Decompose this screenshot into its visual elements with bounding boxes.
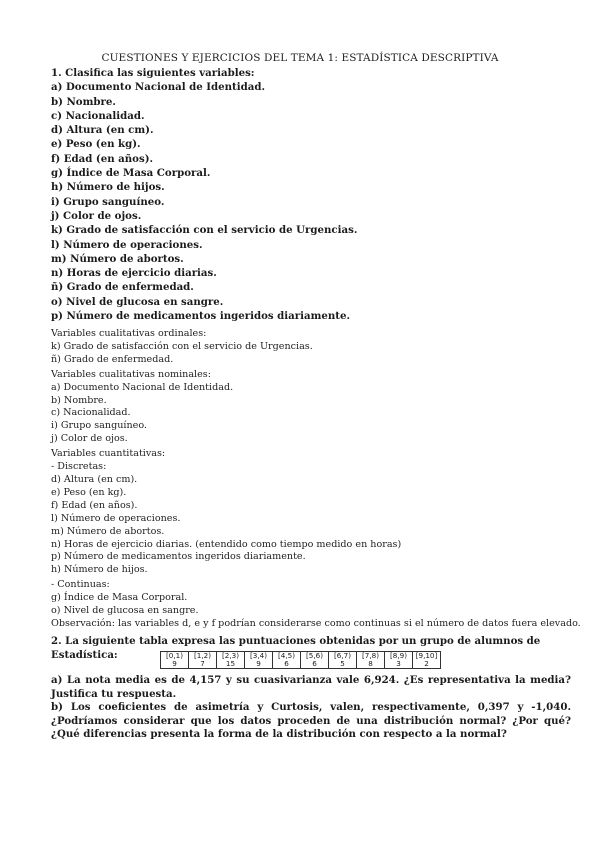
question-2-line-1: 2. La siguiente tabla expresa las puntuaciones obtenidas por un grupo de alumnos de [51,635,541,647]
table-cell: [3,4) [245,652,273,661]
nominal-heading: Variables cualitativas nominales: [51,368,211,380]
table-cell: [9,10] [413,652,441,661]
table-cell: 9 [245,660,273,669]
answer-item: e) Peso (en kg). [51,486,127,498]
table-cell: [2,3) [217,652,245,661]
table-cell: 9 [161,660,189,669]
variable-item: i) Grupo sanguíneo. [51,195,165,208]
answer-1 [51,328,581,631]
answer-item: h) Número de hijos. [51,564,148,576]
question-2-part-b: b) Los coeficientes de asimetría y Curtosis, valen, respectivamente, 0,397 y -1,040. ¿Podríamos considerar que los datos proceden de una distribución normal? ¿Por qué? ¿Qué diferencias presenta la forma de la distribución con respecto a la normal? [51,701,571,740]
variable-item: d) Altura (en cm). [51,124,154,137]
answer-item: o) Nivel de glucosa en sangre. [51,605,199,617]
answer-item: a) Documento Nacional de Identidad. [51,381,234,393]
discrete-heading: - Discretas: [51,461,107,473]
answer-item: p) Número de medicamentos ingeridos diariamente. [51,551,306,563]
answer-item: l) Número de operaciones. [51,512,181,524]
table-cell: 3 [385,660,413,669]
variable-item: a) Documento Nacional de Identidad. [51,81,266,94]
variable-item: m) Número de abortos. [51,252,184,265]
variable-item: n) Horas de ejercicio diarias. [51,267,217,280]
table-cell: 5 [329,660,357,669]
question-2-part-a: a) La nota media es de 4,157 y su cuasivarianza vale 6,924. ¿Es representativa la media? Justifica tu respuesta. [51,674,571,700]
table-cell: [7,8) [357,652,385,661]
answer-item: f) Edad (en años). [51,499,138,511]
table-row-frequencies [161,660,441,669]
variable-item: h) Número de hijos. [51,181,165,194]
variable-item: e) Peso (en kg). [51,138,141,151]
answer-item: ñ) Grado de enfermedad. [51,353,174,365]
variable-item: j) Color de ojos. [51,209,142,222]
question-1-heading: 1. Clasifica las siguientes variables: [51,67,255,79]
variable-item: c) Nacionalidad. [51,109,145,122]
table-cell: [5,6) [301,652,329,661]
variable-item: o) Nivel de glucosa en sangre. [51,295,224,308]
document-title: CUESTIONES Y EJERCICIOS DEL TEMA 1: ESTADÍSTICA DESCRIPTIVA [101,52,499,64]
observation: Observación: las variables d, e y f podrían considerarse como continuas si el número de datos fuera elevado. [51,617,581,629]
table-cell: 6 [273,660,301,669]
table-cell: 8 [357,660,385,669]
table-cell: 7 [189,660,217,669]
answer-item: b) Nombre. [51,394,107,406]
variable-item: p) Número de medicamentos ingeridos diariamente. [51,310,350,323]
table-cell: 6 [301,660,329,669]
variable-item: l) Número de operaciones. [51,238,203,251]
variable-item: g) Índice de Masa Corporal. [51,167,211,180]
continuous-heading: - Continuas: [51,579,110,591]
ordinal-heading: Variables cualitativas ordinales: [51,328,207,339]
variable-item: f) Edad (en años). [51,152,154,165]
variable-item: k) Grado de satisfacción con el servicio de Urgencias. [51,224,358,237]
table-cell: 15 [217,660,245,669]
answer-item: n) Horas de ejercicio diarias. (entendido como tiempo medido en horas) [51,538,402,550]
answer-item: m) Número de abortos. [51,525,165,537]
table-cell: [1,2) [189,652,217,661]
table-cell: [6,7) [329,652,357,661]
quantitative-heading: Variables cuantitativas: [51,448,166,460]
answer-item: g) Índice de Masa Corporal. [51,592,188,604]
answer-item: i) Grupo sanguíneo. [51,420,147,432]
table-cell: [8,9) [385,652,413,661]
answer-item: c) Nacionalidad. [51,407,131,419]
table-cell: 2 [413,660,441,669]
question-1 [51,66,561,323]
question-2-line-2: Estadística: [51,648,118,661]
variable-item: ñ) Grado de enfermedad. [51,281,194,294]
table-cell: [4,5) [273,652,301,661]
variable-item: b) Nombre. [51,95,116,108]
scores-table [160,651,441,669]
answer-item: k) Grado de satisfacción con el servicio de Urgencias. [51,340,313,352]
answer-item: j) Color de ojos. [51,433,128,445]
answer-item: d) Altura (en cm). [51,473,138,485]
table-cell: [0,1) [161,652,189,661]
